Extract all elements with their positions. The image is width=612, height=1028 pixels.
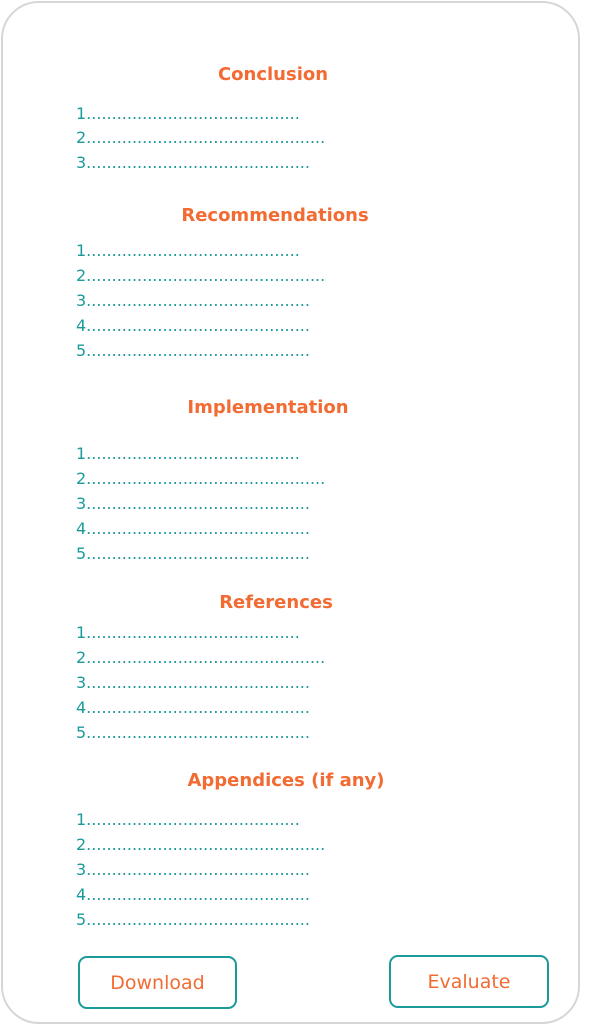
download-button[interactable]: Download	[78, 956, 237, 1009]
list-item: 2...............................................	[76, 128, 326, 147]
list-item: 3............................................	[76, 494, 310, 513]
list-item: 4............................................	[76, 698, 310, 717]
list-item: 2...............................................	[76, 648, 326, 667]
list-item: 1..........................................	[76, 104, 300, 123]
list-item: 3............................................	[76, 153, 310, 172]
list-item: 4............................................	[76, 519, 310, 538]
list-item: 2...............................................	[76, 469, 326, 488]
section-title-implementation: Implementation	[187, 397, 349, 418]
section-title-appendices: Appendices (if any)	[187, 770, 385, 791]
list-item: 1..........................................	[76, 241, 300, 260]
list-item: 5............................................	[76, 544, 310, 563]
list-item: 3............................................	[76, 860, 310, 879]
list-item: 1..........................................	[76, 444, 300, 463]
list-item: 2...............................................	[76, 266, 326, 285]
evaluate-button[interactable]: Evaluate	[389, 955, 549, 1008]
list-item: 5............................................	[76, 723, 310, 742]
list-item: 4............................................	[76, 885, 310, 904]
list-item: 2...............................................	[76, 835, 326, 854]
list-item: 3............................................	[76, 291, 310, 310]
list-item: 1..........................................	[76, 623, 300, 642]
list-item: 3............................................	[76, 673, 310, 692]
list-item: 5............................................	[76, 341, 310, 360]
list-item: 1..........................................	[76, 810, 300, 829]
section-title-references: References	[219, 592, 333, 613]
section-title-conclusion: Conclusion	[217, 64, 329, 85]
list-item: 4............................................	[76, 316, 310, 335]
list-item: 5............................................	[76, 910, 310, 929]
section-title-recommendations: Recommendations	[181, 205, 369, 226]
